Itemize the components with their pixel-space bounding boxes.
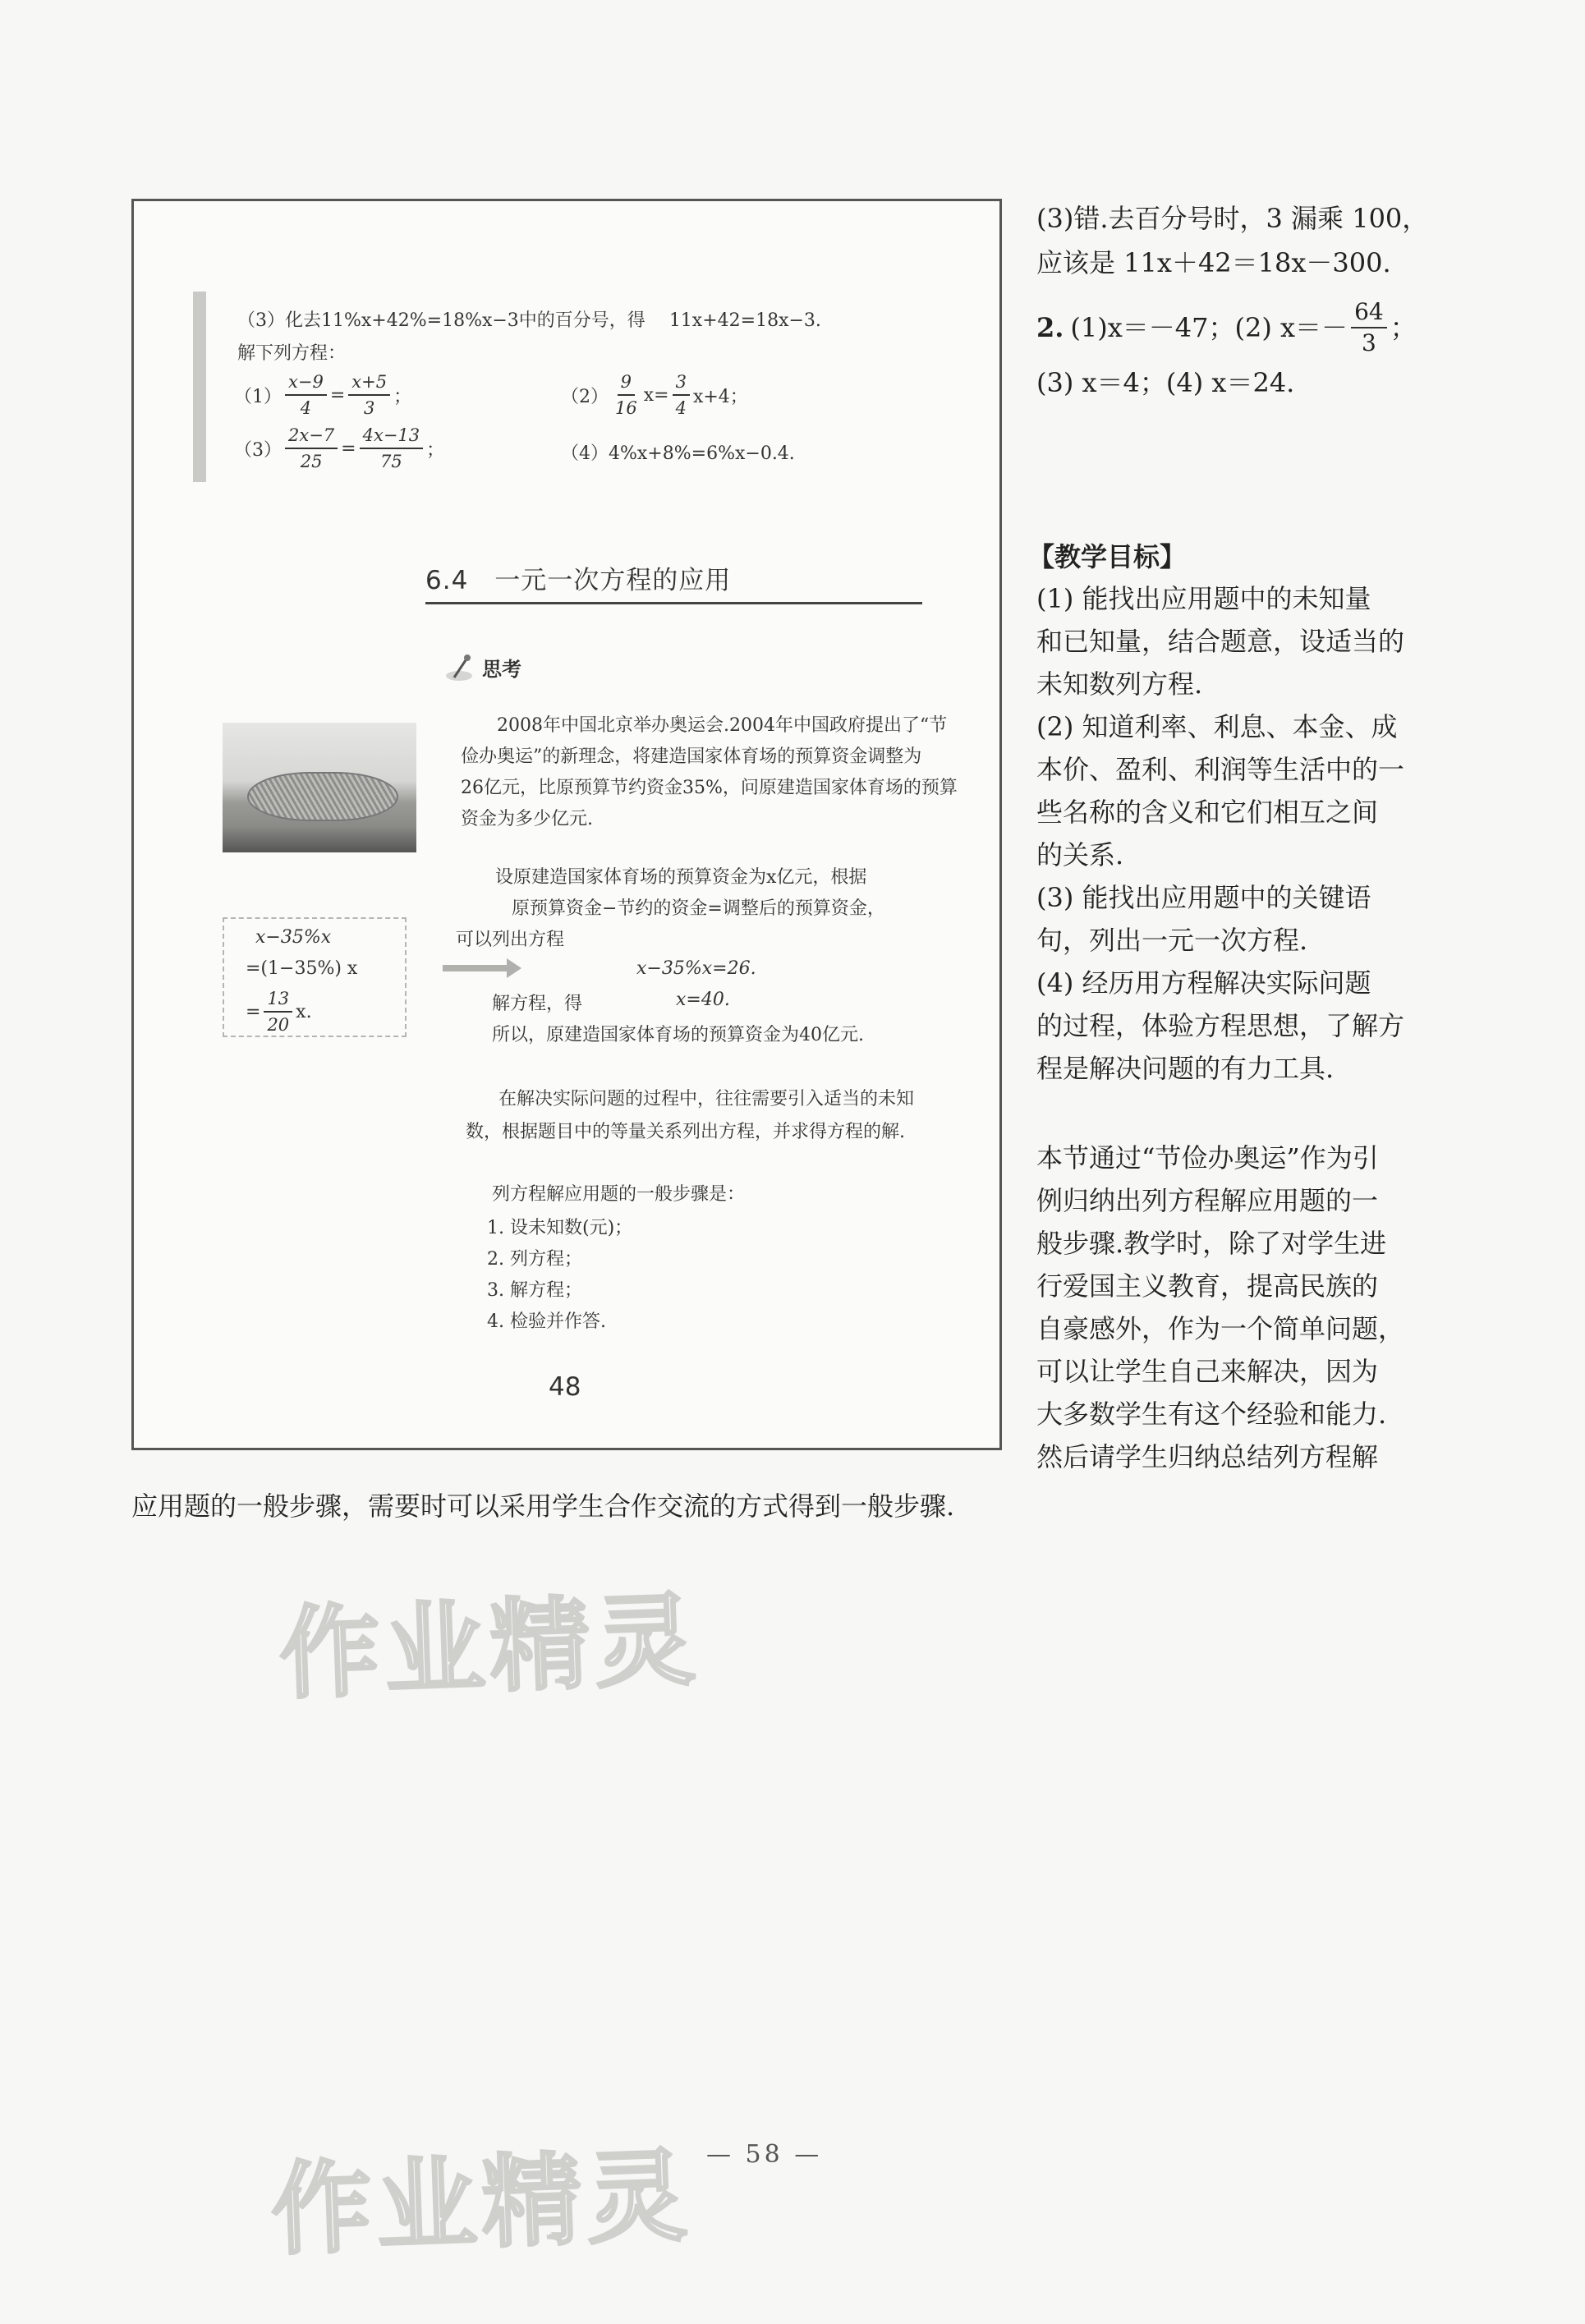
note-line: 行爱国主义教育，提高民族的 — [1036, 1270, 1379, 1302]
solution-line: 解方程，得 — [492, 994, 583, 1014]
fraction-denominator: 3 — [363, 398, 375, 418]
exercise-sidebar-bar — [193, 292, 206, 482]
solution-line: 原预算资金−节约的资金=调整后的预算资金， — [512, 898, 885, 919]
stadium-photo — [223, 723, 416, 852]
derivation-suffix: x. — [296, 1001, 312, 1022]
page-number: — 58 — — [706, 2140, 823, 2169]
goal-line: (1) 能找出应用题中的未知量 — [1036, 583, 1371, 614]
think-paragraph — [461, 710, 958, 835]
goal-line: (3) 能找出应用题中的关键语 — [1036, 882, 1371, 913]
problem-3 — [234, 423, 444, 474]
note-paragraph — [1036, 1137, 1404, 1478]
think-line: 2008年中国北京举办奥运会.2004年中国政府提出了“节 — [497, 715, 948, 736]
step-item: 3. 解方程； — [487, 1280, 582, 1301]
answer-line: (3) x＝4；(4) x＝24. — [1036, 367, 1295, 398]
fraction-denominator: 4 — [300, 398, 312, 418]
note-line: 本节通过“节俭办奥运”作为引 — [1036, 1142, 1379, 1173]
arrow-right-icon — [443, 965, 508, 971]
steps-list — [487, 1213, 632, 1338]
bottom-text-line: 应用题的一般步骤，需要时可以采用学生合作交流的方式得到一般步骤. — [131, 1490, 955, 1522]
fraction-denominator: 16 — [615, 398, 637, 418]
fraction-denominator: 4 — [675, 398, 687, 418]
note-line: 自豪感外，作为一个简单问题， — [1036, 1313, 1405, 1344]
section-title: 6.4 一元一次方程的应用 — [425, 566, 732, 595]
step-item: 1. 设未知数(元)； — [487, 1218, 633, 1238]
problem-3-label: （3） — [234, 439, 282, 461]
think-line: 26亿元，比原预算节约资金35%，问原建造国家体育场的预算 — [461, 778, 958, 798]
think-line: 俭办奥运”的新理念，将建造国家体育场的预算资金调整为 — [461, 746, 922, 767]
note-line: 可以让学生自己来解决，因为 — [1036, 1356, 1379, 1387]
goal-line: 未知数列方程. — [1036, 668, 1203, 700]
goal-line: 和已知量，结合题意，设适当的 — [1036, 626, 1405, 657]
solution-line: 所以，原建造国家体育场的预算资金为40亿元. — [492, 1025, 864, 1045]
solution-result: x=40. — [676, 990, 730, 1010]
fraction — [348, 370, 390, 420]
steps-heading: 列方程解应用题的一般步骤是： — [492, 1184, 746, 1205]
goal-line: (2) 知道利率、利息、本金、成 — [1036, 711, 1398, 742]
fraction-numerator: 3 — [673, 370, 690, 396]
answer-line: (3)错.去百分号时，3 漏乘 100， — [1036, 203, 1429, 234]
fraction — [1351, 297, 1387, 358]
fraction-numerator: 2x−7 — [285, 423, 338, 449]
step-item: 2. 列方程； — [487, 1249, 582, 1270]
problem-1-label: （1） — [234, 386, 282, 407]
fraction-denominator: 25 — [300, 452, 323, 471]
note-line: 大多数学生有这个经验和能力. — [1036, 1399, 1387, 1430]
note-line: 然后请学生归纳总结列方程解 — [1036, 1441, 1379, 1472]
watermark-logo: 作业精灵 — [278, 1582, 702, 1713]
answer-2 — [1036, 297, 1417, 358]
answer-line: 应该是 11x＋42＝18x－300. — [1036, 247, 1391, 278]
goals-list — [1036, 577, 1404, 1090]
fraction-numerator: 4x−13 — [360, 423, 424, 449]
goal-title: 【教学目标】 — [1028, 541, 1187, 572]
exercise-line3-result: 11x+42=18x−3. — [668, 310, 821, 331]
step-item: 4. 检验并作答. — [487, 1311, 606, 1332]
fraction — [264, 986, 292, 1037]
derivation-line — [246, 986, 312, 1037]
goal-line: 句，列出一元一次方程. — [1036, 925, 1308, 956]
exercise-line3-text: （3）化去11%x+42%=18%x−3中的百分号，得 — [237, 310, 645, 331]
problem-2-label: （2） — [561, 386, 609, 407]
section-underline — [425, 602, 922, 604]
equals-sign: = — [341, 438, 356, 459]
note-line: 般步骤.教学时，除了对学生进 — [1036, 1228, 1387, 1259]
goal-line: 些名称的含义和它们相互之间 — [1036, 797, 1379, 828]
summary-line: 在解决实际问题的过程中，往往需要引入适当的未知 — [498, 1089, 915, 1109]
solution-line: 设原建造国家体育场的预算资金为x亿元，根据 — [495, 867, 867, 888]
fraction — [285, 370, 327, 420]
fraction — [360, 423, 424, 474]
problem-4: （4）4%x+8%=6%x−0.4. — [561, 443, 795, 464]
derivation-prefix: = — [246, 1001, 261, 1022]
exercise-heading: 解下列方程： — [237, 343, 347, 364]
think-label: 思考 — [482, 658, 521, 681]
fraction-numerator: x+5 — [348, 370, 390, 396]
answer-2-end: ； — [1390, 312, 1417, 343]
fraction-denominator: 20 — [267, 1015, 290, 1035]
solution-line: 可以列出方程 — [456, 930, 565, 950]
problem-2 — [561, 370, 748, 420]
fraction-numerator: 64 — [1351, 297, 1387, 328]
problem-1-end: ； — [393, 386, 412, 407]
fraction-denominator: 3 — [1361, 329, 1376, 356]
think-line: 资金为多少亿元. — [461, 809, 593, 829]
equals-sign: = — [329, 384, 346, 406]
stadium-shape — [247, 772, 398, 821]
problem-3-end: ； — [426, 439, 445, 461]
fraction-numerator: 13 — [264, 986, 292, 1013]
goal-line: 的关系. — [1036, 839, 1124, 870]
fraction — [673, 370, 690, 420]
problem-1 — [234, 370, 411, 420]
derivation-line: =(1−35%) x — [246, 958, 358, 979]
goal-line: 程是解决问题的有力工具. — [1036, 1053, 1335, 1084]
note-line: 例归纳出列方程解应用题的一 — [1036, 1185, 1379, 1216]
fraction — [612, 370, 641, 420]
derivation-line: x−35%x — [255, 927, 332, 948]
problem-2-end: x+4； — [692, 386, 748, 407]
derivation-box — [223, 917, 407, 1037]
fraction-numerator: 9 — [618, 370, 635, 396]
summary-line: 数，根据题目中的等量关系列出方程，并求得方程的解. — [466, 1122, 905, 1142]
think-icon — [443, 651, 476, 684]
exercise-line3 — [237, 306, 821, 332]
goal-line: (4) 经历用方程解决实际问题 — [1036, 967, 1371, 999]
equation: x−35%x=26. — [636, 958, 756, 979]
summary-paragraph — [466, 1083, 914, 1149]
problem-2-text: x= — [643, 384, 669, 406]
textbook-page — [131, 199, 1002, 1450]
answer-2-text: (1)x＝－47；(2) x＝－ — [1070, 312, 1348, 343]
fraction — [285, 423, 338, 474]
inner-page-number: 48 — [549, 1372, 581, 1402]
watermark-logo: 作业精灵 — [269, 2138, 694, 2269]
fraction-numerator: x−9 — [285, 370, 327, 396]
goal-line: 本价、盈利、利润等生活中的一 — [1036, 754, 1405, 785]
fraction-denominator: 75 — [380, 452, 402, 471]
answer-2-number: 2. — [1036, 312, 1064, 343]
goal-line: 的过程，体验方程思想，了解方 — [1036, 1010, 1405, 1041]
